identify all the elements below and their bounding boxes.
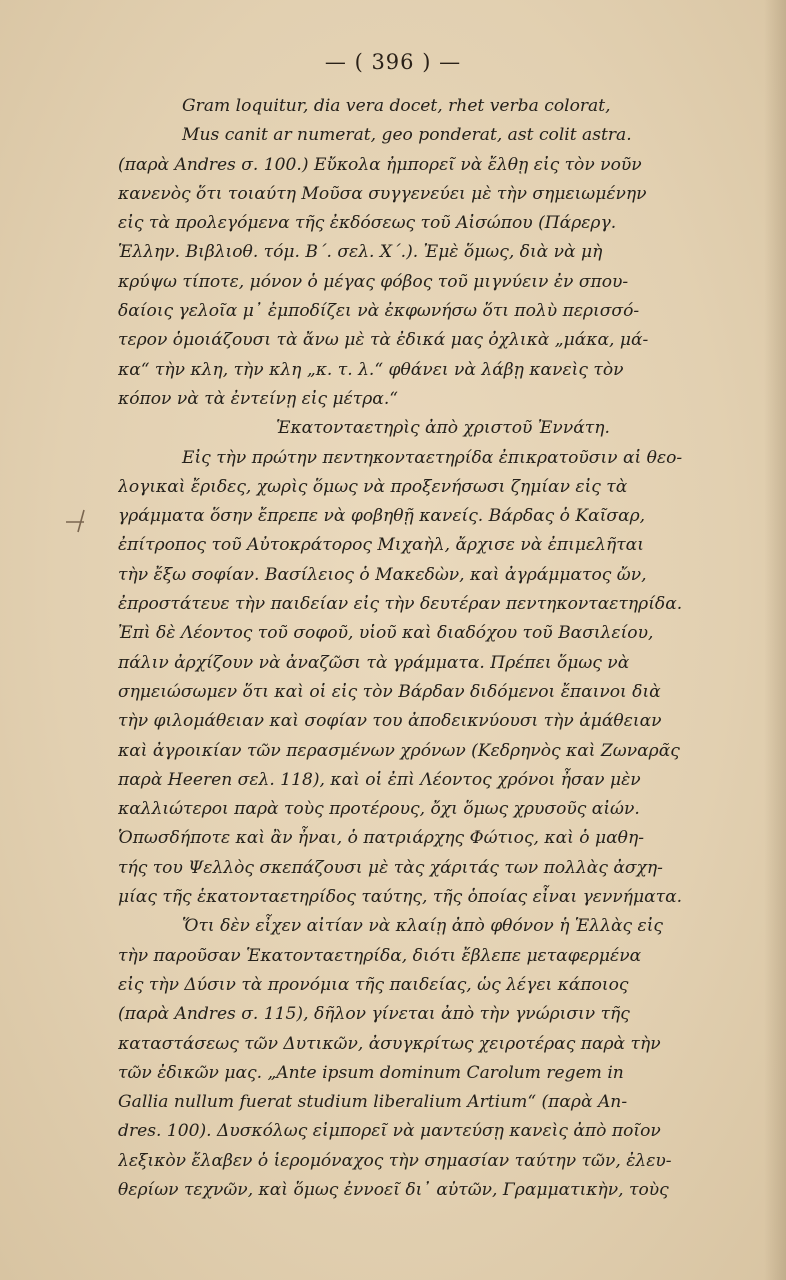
text-line: Ὁπωσδήποτε καὶ ἂν ἦναι, ὁ πατριάρχης Φώτιος, καὶ ὁ μαθη- (118, 828, 644, 849)
text-line: μίας τῆς ἑκατονταετηρίδος ταύτης, τῆς ὁποίας εἶναι γεννήματα. (118, 887, 683, 908)
text-line: κρύψω τίποτε, μόνον ὁ μέγας φόβος τοῦ μιγνύειν ἐν σπου- (118, 271, 629, 292)
text-line: τῶν ἐδικῶν μας. „Ante ipsum dominum Carolum regem in (118, 1062, 624, 1083)
text-line: καταστάσεως τῶν Δυτικῶν, ἀσυγκρίτως χειροτέρας παρὰ τὴν (118, 1033, 661, 1054)
text-line: κα“ τὴν κλη, τὴν κλη „κ. τ. λ.“ φθάνει νὰ λάβῃ κανεὶς τὸν (118, 359, 624, 380)
text-line: τὴν φιλομάθειαν καὶ σοφίαν του ἀποδεικνύουσι τὴν ἀμάθειαν (118, 711, 662, 732)
text-line: εἰς τὴν Δύσιν τὰ προνόμια τῆς παιδείας, ὡς λέγει κάποιος (118, 974, 629, 995)
text-line: παρὰ Heeren σελ. 118), καὶ οἱ ἐπὶ Λέοντος χρόνοι ἦσαν μὲν (118, 769, 641, 790)
text-line: ἐπίτροπος τοῦ Αὐτοκράτορος Μιχαὴλ, ἄρχισε νὰ ἐπιμελῆται (118, 535, 644, 556)
body-text (118, 92, 768, 1205)
text-line: (παρὰ Andres σ. 100.) Εὔκολα ἠμπορεῖ νὰ ἔλθῃ εἰς τὸν νοῦν (118, 154, 642, 175)
page-number-header: — ( 396 ) — (324, 50, 462, 74)
latin-verse-line: Gram loquitur, dia vera docet, rhet verba colorat, (182, 96, 611, 116)
section-heading: Ἑκατονταετηρὶς ἀπὸ χριστοῦ Ἐννάτη. (276, 418, 610, 439)
text-line: σημειώσωμεν ὅτι καὶ οἱ εἰς τὸν Βάρδαν διδόμενοι ἔπαινοι διὰ (118, 681, 661, 702)
text-line: πάλιν ἀρχίζουν νὰ ἀναζῶσι τὰ γράμματα. Πρέπει ὅμως νὰ (118, 652, 630, 673)
paragraph-start-line: Ὅτι δὲν εἶχεν αἰτίαν νὰ κλαίῃ ἀπὸ φθόνον ἡ Ἑλλὰς εἰς (182, 916, 663, 937)
text-line: (παρὰ Andres σ. 115), δῆλον γίνεται ἀπὸ τὴν γνώρισιν τῆς (118, 1004, 630, 1025)
text-line: ἐπροστάτευε τὴν παιδείαν εἰς τὴν δευτέραν πεντηκονταετηρίδα. (118, 594, 683, 615)
text-line: εἰς τὰ προλεγόμενα τῆς ἐκδόσεως τοῦ Αἰσώπου (Πάρεργ. (118, 213, 617, 234)
text-line: τερον ὁμοιάζουσι τὰ ἄνω μὲ τὰ ἐδικά μας ὀχλικὰ „μάκα, μά- (118, 330, 649, 351)
text-line: Ἑλλην. Βιβλιοθ. τόμ. Β΄. σελ. Χ΄.). Ἐμὲ ὅμως, διὰ νὰ μὴ (118, 242, 603, 263)
text-line: κόπον νὰ τὰ ἐντείνῃ εἰς μέτρα.“ (118, 388, 399, 409)
text-line: λογικαὶ ἔριδες, χωρὶς ὅμως νὰ προξενήσωσι ζημίαν εἰς τὰ (118, 476, 628, 497)
text-line: Gallia nullum fuerat studium liberalium Artium“ (παρὰ An- (118, 1092, 628, 1113)
text-line: τής του Ψελλὸς σκεπάζουσι μὲ τὰς χάριτάς των πολλὰς ἀσχη- (118, 857, 663, 878)
text-line: τὴν ἔξω σοφίαν. Βασίλειος ὁ Μακεδὼν, καὶ ἀγράμματος ὤν, (118, 564, 647, 585)
text-line: κανενὸς ὅτι τοιαύτη Μοῦσα συγγενεύει μὲ τὴν σημειωμένην (118, 183, 647, 204)
latin-verse-line: Mus canit ar numerat, geo ponderat, ast colit astra. (182, 125, 632, 146)
text-line: δαίοις γελοῖα μ᾽ ἐμποδίζει νὰ ἐκφωνήσω ὅτι πολὺ περισσό- (118, 301, 640, 322)
text-line: τὴν παροῦσαν Ἑκατονταετηρίδα, διότι ἔβλεπε μεταφερμένα (118, 945, 642, 966)
text-line: καὶ ἀγροικίαν τῶν περασμένων χρόνων (Κεδρηνὸς καὶ Ζωναρᾶς (118, 740, 680, 761)
text-line: Ἐπὶ δὲ Λέοντος τοῦ σοφοῦ, υἱοῦ καὶ διαδόχου τοῦ Βασιλείου, (118, 623, 654, 644)
paragraph-start-line: Εἰς τὴν πρώτην πεντηκονταετηρίδα ἐπικρατοῦσιν αἱ θεο- (182, 447, 683, 468)
text-line: καλλιώτεροι παρὰ τοὺς προτέρους, ὄχι ὅμως χρυσοῦς αἰών. (118, 799, 640, 820)
text-line: dres. 100). Δυσκόλως εἰμπορεῖ νὰ μαντεύσῃ κανεὶς ἀπὸ ποῖον (118, 1121, 661, 1142)
text-line: θερίων τεχνῶν, καὶ ὅμως ἐννοεῖ δι᾽ αὐτῶν, Γραμματικὴν, τοὺς (118, 1179, 669, 1200)
text-line: λεξικὸν ἔλαβεν ὁ ἱερομόναχος τὴν σημασίαν ταύτην τῶν, ἐλευ- (118, 1150, 672, 1171)
margin-pencil-mark (60, 500, 120, 540)
text-line: γράμματα ὅσην ἔπρεπε νὰ φοβηθῇ κανείς. Βάρδας ὁ Καῖσαρ, (118, 506, 646, 527)
